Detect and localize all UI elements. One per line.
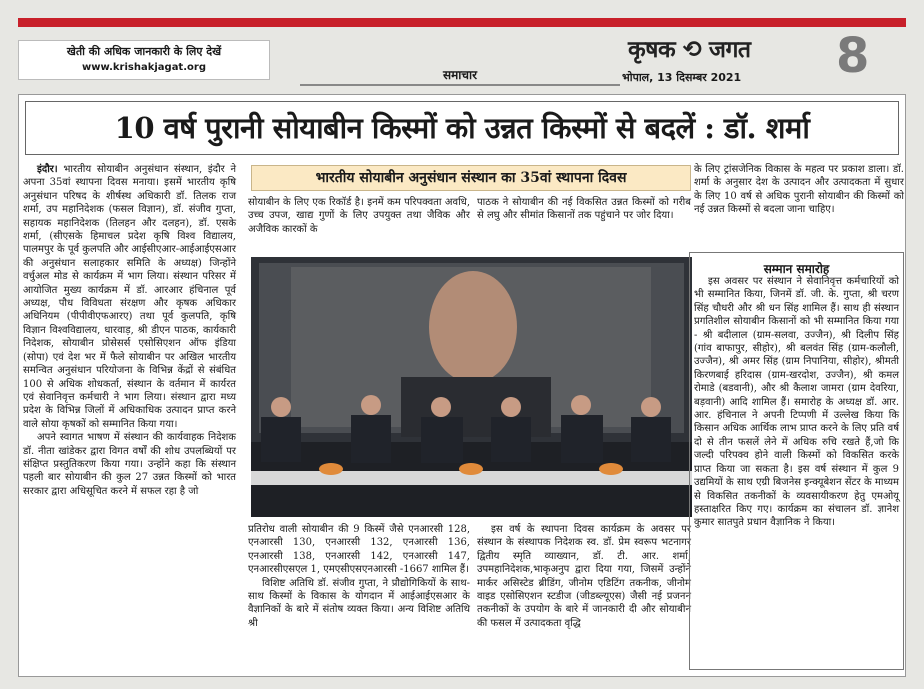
event-photo (251, 257, 692, 517)
col1-para-1-text: भारतीय सोयाबीन अनुसंधान संस्थान, इंदौर ने अपना 35वां स्थापना दिवस मनाया। इसमें भारतीय कृषि अनुसंधान परिषद के शीर्षस्थ अधिकारी डॉ. तिलक राज शर्मा, उप महानिदेशक (फसल विज्ञान), डॉ. संजीव गुप्ता, सहायक महानिदेशक (तिलहन और दलहन), डॉ. एसके शर्मा, (सीएसके हिमाचल प्रदेश कृषि विश्व विद्यालय, पालमपुर के पूर्व कुलपति और आईसीएआर-आईआईएसआर की अनुसंधान सलाहकार समिति के अध्यक्ष) जिन्होंने वर्चुअल मोड से कार्यक्रम में भाग लिया। संस्थान परिसर में आयोजित मुख्य कार्यक्रम में डॉ. आरआर हंचिनाल पूर्व अध्यक्ष, पौध विविधता संरक्षण और कृषक अधिकार अधिनियम (पीपीवीएफआरए) तथा पूर्व कुलपति, कृषि विज्ञान विश्वविद्यालय, धारवाड़, श्री डीएन पाठक, कार्यकारी निदेशक, सोयाबीन प्रोसेसर्स एसोसिएशन ऑफ इंडिया (सोपा) एवं देश भर में फैले सोयाबीन पर अखिल भारतीय समन्वित अनुसंधान परियोजना के विभिन्न केंद्रों से संबंधित 100 से अधिक शोधकर्ता, संस्थान के वर्तमान में कार्यरत एवं सेवानिवृत्त कर्मचारी ने भाग लिया। संस्थान द्वारा मध्य प्रदेश के विभिन्न जिलों में अधिकाधिक उत्पादन प्राप्त करने वाले सोया कृषकों को सम्मानित किया गया। (23, 164, 236, 430)
column-2-bottom (248, 523, 470, 630)
masthead-name-left: कृषक (628, 37, 676, 63)
top-red-rule (18, 18, 906, 27)
section-label: समाचार (300, 66, 620, 86)
masthead-name-right: जगत (708, 37, 751, 63)
headline: 10 वर्ष पुरानी सोयाबीन किस्मों को उन्नत किस्मों से बदलें : डॉ. शर्मा (25, 101, 899, 155)
dateline: भोपाल, 13 दिसम्बर 2021 (622, 71, 742, 84)
col1-para-1 (23, 163, 236, 431)
logo-swirl-icon: ⟲ (675, 37, 709, 63)
promo-text: खेती की अधिक जानकारी के लिए देखें (66, 45, 222, 58)
website-promo-box (18, 40, 270, 80)
column-1 (23, 163, 236, 667)
promo-url[interactable]: www.krishakjagat.org (82, 62, 206, 73)
column-4-top: के लिए ट्रांसजेनिक विकास के महत्व पर प्रकाश डाला। डॉ. शर्मा के अनुसार देश के उत्पादन और उत्पादकता में सुधार के लिए 10 वर्ष से अधिक पुरानी सोयाबीन की किस्मों को नई उन्नत किस्मों से बदला जाना चाहिए। (694, 164, 904, 216)
col3-bottom-para: इस वर्ष के स्थापना दिवस कार्यक्रम के अवसर पर संस्थान के संस्थापक निदेशक स्व. डॉ. प्रेम स्वरूप भटनागर द्वितीय स्मृति व्याख्यान, डॉ. टी. आर. शर्मा, उपमहानिदेशक,भाकृअनुप द्वारा दिया गया, जिसमें उन्होंने मार्कर असिस्टेड ब्रीडिंग, जीनोम एडिटिंग तकनीक, जीनोम वाइड एसोसिएशन स्टडीज (जीडब्ल्यूएस) जैसी नई प्रजनन तकनीकों के उपयोग के बारे में जानकारी दी और सोयाबीन की फसल में उत्पादकता वृद्धि (477, 524, 691, 629)
column-3-top: पाठक ने सोयाबीन की नई विकसित उन्नत किस्मों को गरीब से लघु और सीमांत किसानों तक पहुंचाने पर जोर दिया। (477, 197, 691, 222)
article-box (18, 94, 906, 677)
masthead-logo (628, 32, 803, 62)
subheadline: भारतीय सोयाबीन अनुसंधान संस्थान का 35वां स्थापना दिवस (251, 165, 691, 191)
column-3-bottom (477, 523, 691, 630)
col2-bottom-para-1: प्रतिरोध वाली सोयाबीन की 9 किस्में जैसे एनआरसी 128, एनआरसी 130, एनआरसी 132, एनआरसी 136, एनआरसी 138, एनआरसी 142, एनआरसी 147, एनआरसीएसएल 1, एमएसीएसएनआरसी -1667 शामिल हैं। (248, 524, 470, 576)
honour-ceremony-box (689, 252, 904, 670)
honour-body: इस अवसर पर संस्थान ने सेवानिवृत्त कर्मचारियों को भी सम्मानित किया, जिनमें डॉ. जी. के. गुप्ता, श्री चरण सिंह चौधरी और श्री धन सिंह शामिल हैं। साथ ही संस्थान प्रगतिशील सोयाबीन किसानों को भी सम्मानित किया गया - श्री बदीलाल (ग्राम-सलवा, उज्जैन), श्री दिलीप सिंह (गांव बाफापुर, सीहोर), श्री बलवंत सिंह (ग्राम-कलौली, उज्जैन), श्री अमर सिंह (ग्राम निपानिया, सीहोर), श्रीमती किरणबाई हरिदास (ग्राम-खरदोश, उज्जैन), श्री कमल रोमाडे (बडवानी), और श्री कैलाश जामरा (ग्राम देवरिया, बड़वानी) आदि शामिल हैं। समारोह के अध्यक्ष डॉ. आर. आर. हंचिनाल ने अपनी टिप्पणी में उल्लेख किया कि किसान अधिक आर्थिक लाभ प्राप्त करने के लिए प्रति वर्ष दो से तीन फसलें लेने में अधिक रुचि रखते हैं,जो कि जल्दी परिपक्व होने वाली किस्मों को विकसित करके प्राप्त किया जा सकता है। इस वर्ष संस्थान में कुल 9 उद्यमियों के साथ एग्री बिजनेस इन्क्यूबेशन सेंटर के माध्यम से विकसित तकनीकों के व्यवसायीकरण हेतु एमओयू हस्ताक्षरित किए गए। कार्यक्रम का संचालन डॉ. ज्ञानेश कुमार सातपुते प्रधान वैज्ञानिक ने किया। (694, 276, 899, 529)
dateline-lead: इंदौर। (37, 164, 58, 175)
col2-bottom-para-2: विशिष्ट अतिथि डॉ. संजीव गुप्ता, ने प्रौद्योगिकियों के साथ-साथ किस्मों के विकास के योगदान में आईआईएसआर के वैज्ञानिकों के बारे में संतोष व्यक्त किया। अन्य विशिष्ट अतिथि श्री (248, 577, 470, 629)
col1-para-2: अपने स्वागत भाषण में संस्थान की कार्यवाहक निदेशक डॉ. नीता खांडेकर द्वारा विगत वर्षों की शोध उपलब्धियों पर संक्षिप्त प्रस्तुतिकरण किया गया। उन्होंने कहा कि संस्थान पहली बार सोयाबीन की कुल 27 उन्नत किस्मों को भारत सरकार द्वारा अधिसूचित करने में सफल रहा है जो (23, 432, 236, 497)
page-number: 8 (836, 28, 870, 84)
stage-photo-illustration (251, 257, 692, 517)
honour-title: सम्मान समारोह (763, 262, 830, 276)
column-2-top: सोयाबीन के लिए एक रिकॉर्ड है। इनमें कम परिपक्वता अवधि, उच्च उपज, खाद्य गुणों के लिए उपयुक्त तथा जैविक और अजैविक कारकों के (248, 197, 470, 235)
